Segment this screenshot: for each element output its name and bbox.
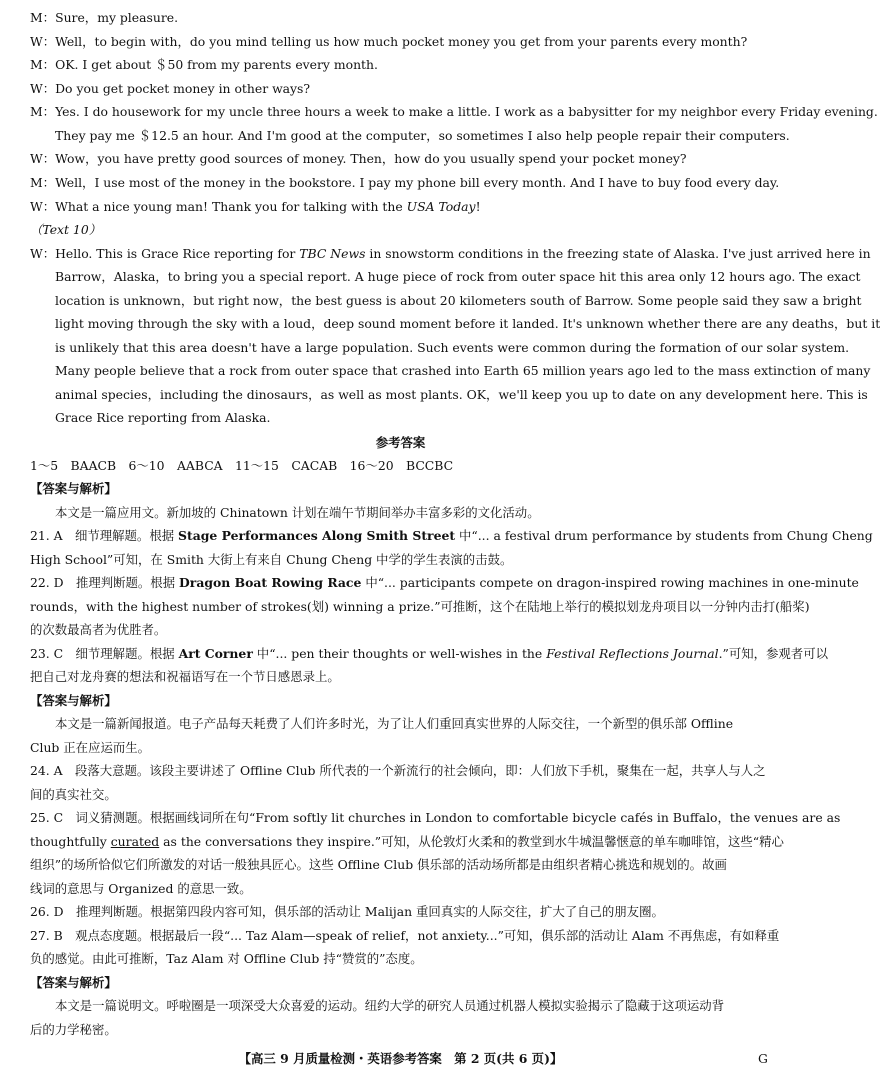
section-intro: 后的力学秘密。 bbox=[30, 1022, 117, 1037]
explanation-line: 27. B 观点态度题。根据最后一段“... Taz Alam—speak of relief，not anxiety...”可知，俱乐部的活动让 Alam 不再焦虑，有如释重 bbox=[30, 928, 780, 943]
explanation-line bbox=[30, 834, 784, 850]
explanation-text: 中“... participants compete on dragon-inspired rowing machines in one-minute bbox=[361, 575, 859, 590]
explanation-line: 24. A 段落大意题。该段主要讲述了 Offline Club 所代表的一个新流行的社会倾向，即：人们放下手机，聚集在一起，共享人与人之 bbox=[30, 763, 766, 778]
explanation-text: 21. A 细节理解题。根据 bbox=[30, 528, 179, 543]
bold-heading: Dragon Boat Rowing Race bbox=[179, 575, 362, 590]
section-intro: 本文是一篇应用文。新加坡的 Chinatown 计划在端午节期间举办丰富多彩的文化活动。 bbox=[55, 505, 540, 520]
explanation-line: High School”可知，在 Smith 大街上有来自 Chung Cheng 中学的学生表演的击鼓。 bbox=[30, 552, 513, 567]
underlined-word: curated bbox=[110, 834, 160, 849]
explanation-line: 线词的意思与 Organized 的意思一致。 bbox=[30, 881, 252, 896]
explanation-line: 把自己对龙舟赛的想法和祝福语写在一个节日感恩录上。 bbox=[30, 669, 340, 684]
journal-name: Festival Reflections Journal bbox=[546, 646, 719, 661]
section-intro: 本文是一篇说明文。呼啦圈是一项深受大众喜爱的运动。纽约大学的研究人员通过机器人模拟实验揭示了隐藏于这项运动背 bbox=[55, 998, 725, 1013]
explanation-text: 22. D 推理判断题。根据 bbox=[30, 575, 180, 590]
dialogue-line: W：Well，to begin with，do you mind telling us how much pocket money you get from your parents every month? bbox=[30, 34, 748, 49]
monologue-line: Many people believe that a rock from outer space that crashed into Earth 65 million years ago led to the mass extinction of many bbox=[55, 363, 871, 378]
explanation-line: rounds，with the highest number of strokes(划) winning a prize.”可推断，这个在陆地上举行的模拟划龙舟项目以一分钟内击打(船桨) bbox=[30, 599, 810, 614]
version-code: G bbox=[758, 1051, 768, 1066]
dialogue-text: ! bbox=[475, 199, 481, 214]
explanation-line: 负的感觉。由此可推断，Taz Alam 对 Offline Club 持“赞赏的”态度。 bbox=[30, 951, 423, 966]
answers-title: 参考答案 bbox=[375, 435, 426, 450]
text-number-label bbox=[30, 222, 775, 238]
dialogue-line bbox=[30, 199, 775, 215]
dialogue-text: W：What a nice young man! Thank you for talking with the bbox=[30, 199, 407, 214]
section-intro: 本文是一篇新闻报道。电子产品每天耗费了人们许多时光，为了让人们重回真实世界的人际交往，一个新型的俱乐部 Offline bbox=[55, 716, 734, 731]
explanation-text: thoughtfully bbox=[30, 834, 111, 849]
page-footer: 【高三 9 月质量检测・英语参考答案 第 2 页(共 6 页)】 bbox=[238, 1051, 563, 1066]
dialogue-line: M：Sure，my pleasure. bbox=[30, 10, 179, 25]
monologue-line: is unlikely that this area doesn't have a large population. Such events were common during the formation of our solar system. bbox=[55, 340, 850, 355]
dialogue-line: They pay me ＄12.5 an hour. And I'm good at the computer，so sometimes I also help people repair their computers. bbox=[55, 128, 790, 143]
explanation-line: 的次数最高者为优胜者。 bbox=[30, 622, 167, 637]
section-heading: 【答案与解析】 bbox=[30, 975, 117, 990]
monologue-line: Barrow，Alaska，to bring you a special report. A huge piece of rock from outer space hit this area only 12 hours ago. The exact bbox=[55, 269, 861, 284]
explanation-line: 26. D 推理判断题。根据第四段内容可知，俱乐部的活动让 Malijan 重回真实的人际交往，扩大了自己的朋友圈。 bbox=[30, 904, 664, 919]
monologue-line: light moving through the sky with a loud，deep sound moment before it landed. It's unknown whether there are any deaths，but it bbox=[55, 316, 880, 331]
section-intro: Club 正在应运而生。 bbox=[30, 740, 151, 755]
monologue-line: location is unknown，but right now，the best guess is about 20 kilometers south of Barrow. Some people said they saw a bright bbox=[55, 293, 862, 308]
explanation-text: as the conversations they inspire.”可知，从伦敦灯火柔和的教堂到水牛城温馨惬意的单车咖啡馆，这些“精心 bbox=[159, 834, 784, 849]
newspaper-name: USA Today bbox=[406, 199, 476, 214]
explanation-line bbox=[30, 575, 859, 591]
explanation-text: 23. C 细节理解题。根据 bbox=[30, 646, 179, 661]
answers-list: 1～5 BAACB 6～10 AABCA 11～15 CACAB 16～20 BCCBC bbox=[30, 458, 454, 473]
bold-heading: Art Corner bbox=[178, 646, 253, 661]
explanation-line bbox=[30, 528, 873, 544]
dialogue-line: M：Yes. I do housework for my uncle three hours a week to make a little. I work as a babysitter for my neighbor every Friday evening. bbox=[30, 104, 878, 119]
dialogue-line: M：OK. I get about ＄50 from my parents every month. bbox=[30, 57, 378, 72]
dialogue-line: M：Well，I use most of the money in the bookstore. I pay my phone bill every month. And I have to buy food every day. bbox=[30, 175, 780, 190]
section-heading: 【答案与解析】 bbox=[30, 693, 117, 708]
monologue-line bbox=[30, 246, 871, 262]
explanation-text: 中“... pen their thoughts or well-wishes in the bbox=[252, 646, 547, 661]
explanation-text: .”可知，参观者可以 bbox=[718, 646, 828, 661]
explanation-line bbox=[30, 646, 828, 662]
explanation-line: 间的真实社交。 bbox=[30, 787, 117, 802]
bold-heading: Stage Performances Along Smith Street bbox=[178, 528, 456, 543]
explanation-line: 25. C 词义猜测题。根据画线词所在句“From softly lit churches in London to comfortable bicycle cafés in Buffalo，the venues are as bbox=[30, 810, 841, 825]
monologue-text: in snowstorm conditions in the freezing state of Alaska. I've just arrived here in bbox=[365, 246, 871, 261]
explanation-text: 中“... a festival drum performance by students from Chung Cheng bbox=[455, 528, 873, 543]
section-heading: 【答案与解析】 bbox=[30, 481, 117, 496]
monologue-line: Grace Rice reporting from Alaska. bbox=[55, 410, 271, 425]
monologue-text: W：Hello. This is Grace Rice reporting for bbox=[30, 246, 300, 261]
explanation-line: 组织”的场所恰似它们所激发的对话一般独具匠心。这些 Offline Club 俱乐部的活动场所都是由组织者精心挑选和规划的。故画 bbox=[30, 857, 727, 872]
text-number: （Text 10） bbox=[30, 222, 102, 237]
dialogue-line: W：Wow，you have pretty good sources of money. Then，how do you usually spend your pocket money? bbox=[30, 151, 687, 166]
dialogue-line: W：Do you get pocket money in other ways? bbox=[30, 81, 311, 96]
monologue-line: animal species，including the dinosaurs，as well as most plants. OK，we'll keep you up to date on any development here. This is bbox=[55, 387, 868, 402]
news-name: TBC News bbox=[299, 246, 366, 261]
